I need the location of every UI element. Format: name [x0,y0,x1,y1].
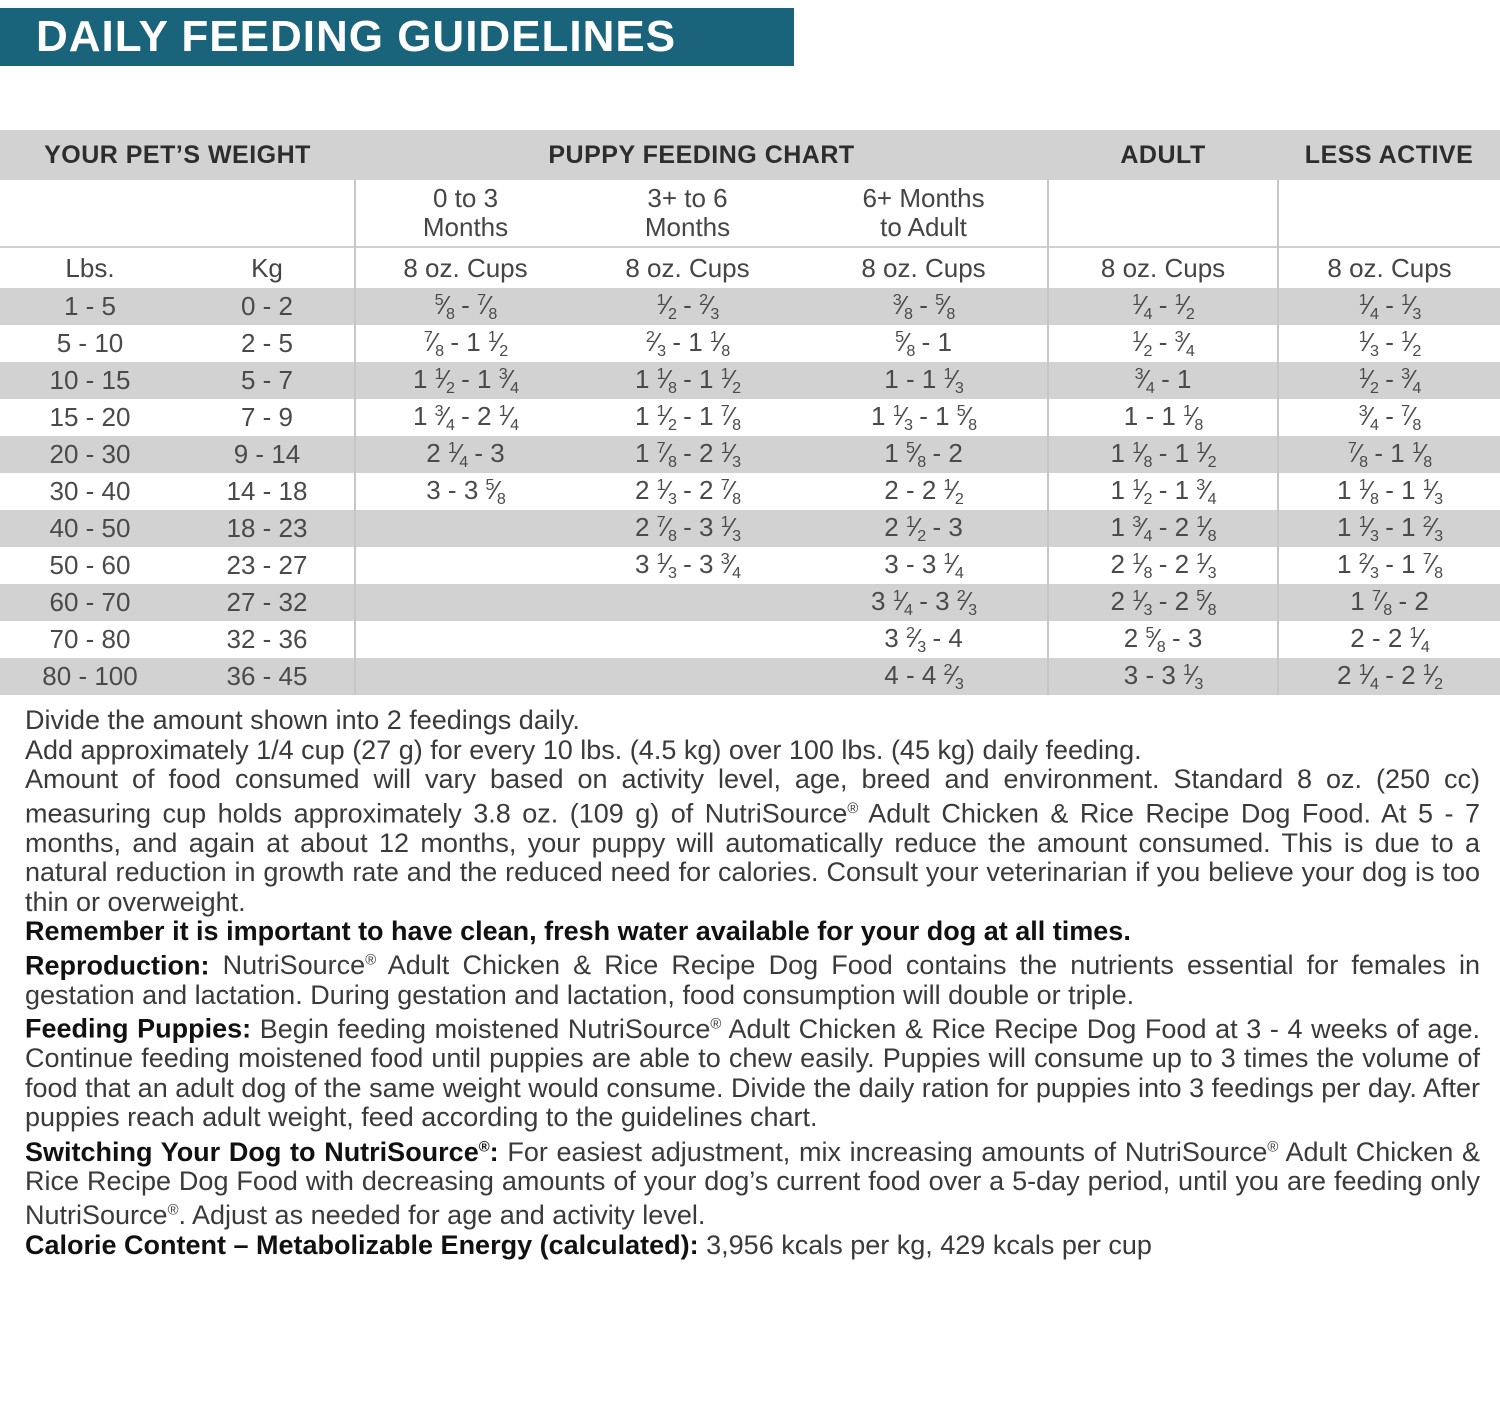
table-cell [355,584,575,621]
table-cell: $^3⁄_4 - 1$ [1048,362,1278,399]
table-cell [355,547,575,584]
months-3-6: 3+ to 6 Months [644,183,731,242]
section-text: 3,956 kcals per kg, 429 kcals per cup [706,1229,1152,1260]
section-label: Feeding Puppies: [25,1013,260,1044]
table-cell: $^7⁄_8 - 1$ $^1⁄_2$ [355,325,575,362]
table-cell: 1 $^1⁄_8 - 1$ $^1⁄_2$ [634,363,741,397]
header-less-active: LESS ACTIVE [1278,130,1500,180]
table-cell: $^7⁄_8 - 1$ $^1⁄_8$ [1278,436,1500,473]
section-text: Begin feeding moistened NutriSource® Adult Chicken & Rice Recipe Dog Food at 3 - 4 weeks of age. Continue feeding moistened food until puppies are able to chew easily. Puppies will consume up to 3 times the volume of food that an adult dog of the same weight would consume. Divide the daily ration for puppies into 3 feedings per day. After puppies reach adult weight, feed according to the guidelines chart. [25,1013,1480,1133]
table-cell: 2 $^5⁄_8 - 3$ [1048,621,1278,658]
table-cell [575,621,800,658]
unit-cups: 8 oz. Cups [1278,247,1500,288]
table-row [0,288,1500,325]
table-cell: $^5⁄_8 - 1$ [895,326,952,360]
body-copy [25,706,1480,1260]
section-label: Calorie Content – Metabolizable Energy (calculated): [25,1229,707,1260]
unit-lbs: Lbs. [0,247,180,288]
table-cell: 3 - 3 $^1⁄_4$ [884,548,963,582]
table-cell: 2 $^1⁄_3 - 2$ $^7⁄_8$ [634,474,741,508]
unit-cups: 8 oz. Cups [355,247,575,288]
section-switching [25,1133,1480,1231]
note-paragraph: Amount of food consumed will vary based on activity level, age, breed and environment. Standard 8 oz. (250 cc) measuring cup holds approximately 3.8 oz. (109 g) of NutriSource® Adult Chicken & Rice Recipe Dog Food. At 5 - 7 months, and again at about 12 months, your puppy will automatically reduce the amount consumed. This is due to a natural reduction in growth rate and the reduced need for calories. Consult your veterinarian if you believe your dog is too thin or overweight. [25,764,1480,917]
table-cell: 1 $^1⁄_8 - 1$ $^1⁄_3$ [1278,473,1500,510]
empty-cell [1278,180,1500,247]
table-cell: $^1⁄_2$ - $^3⁄_4$ [1278,362,1500,399]
table-cell: 3 $^2⁄_3 - 4$ [884,622,963,656]
unit-kg: Kg [180,247,355,288]
note-line: Add approximately 1/4 cup (27 g) for every 10 lbs. (4.5 kg) over 100 lbs. (45 kg) daily feeding. [25,734,1142,765]
table-cell: 1 - 1 $^1⁄_3$ [884,363,963,397]
table-cell: 1 $^1⁄_2 - 1$ $^3⁄_4$ [355,362,575,399]
table-cell: 15 - 20 [49,402,131,432]
table-cell: $^1⁄_4$ - $^1⁄_2$ [1048,288,1278,325]
unit-cups: 8 oz. Cups [800,247,1048,288]
table-cell [575,584,800,621]
table-cell: 27 - 32 [226,587,308,617]
table-months-row [0,180,1500,247]
table-cell: 18 - 23 [226,513,308,543]
table-row [0,436,1500,473]
table-cell: $^1⁄_2$ - $^2⁄_3$ [656,289,719,323]
table-cell: $^5⁄_8$ - $^7⁄_8$ [355,288,575,325]
table-cell: 2 - 2 $^1⁄_4$ [1278,621,1500,658]
empty-cell [180,180,355,247]
table-cell: $^3⁄_4$ - $^7⁄_8$ [1278,399,1500,436]
table-cell: 2 - 5 [240,328,294,358]
table-cell: 2 - 2 $^1⁄_2$ [884,474,963,508]
title-bar [0,8,794,66]
table-cell [355,510,575,547]
table-cell: 2 $^1⁄_4 - 3$ [355,436,575,473]
table-row [0,399,1500,436]
unit-cups: 8 oz. Cups [1048,247,1278,288]
section-label: Reproduction: [25,950,223,981]
table-cell: 1 $^5⁄_8 - 2$ [884,437,963,471]
table-cell: 1 $^3⁄_4 - 2$ $^1⁄_8$ [1048,510,1278,547]
table-cell: 1 $^7⁄_8 - 2$ [1278,584,1500,621]
table-cell: $^3⁄_8$ - $^5⁄_8$ [892,289,955,323]
table-cell: 3 $^1⁄_4 - 3$ $^2⁄_3$ [871,585,977,619]
table-cell: 4 - 4 $^2⁄_3$ [884,659,963,693]
months-0-3: 0 to 3 Months [355,180,575,247]
table-cell: 80 - 100 [42,661,138,691]
table-row [0,658,1500,695]
table-cell: 1 - 1 $^1⁄_8$ [1048,399,1278,436]
table-cell: 1 $^1⁄_8 - 1$ $^1⁄_2$ [1048,436,1278,473]
table-cell: $^1⁄_4$ - $^1⁄_3$ [1278,288,1500,325]
table-cell: 32 - 36 [226,624,308,654]
table-cell: 36 - 45 [226,661,308,691]
table-cell: 40 - 50 [49,513,131,543]
section-feeding-puppies [25,1010,1480,1133]
table-row [0,362,1500,399]
feeding-table-body [0,288,1500,695]
section-reproduction [25,947,1480,1011]
table-cell: 14 - 18 [226,476,308,506]
note-line: Divide the amount shown into 2 feedings daily. [25,705,580,735]
table-cell: 20 - 30 [49,439,131,469]
table-cell: 2 $^7⁄_8 - 3$ $^1⁄_3$ [634,511,741,545]
empty-cell [1048,180,1278,247]
table-cell: 23 - 27 [226,550,308,580]
table-cell [355,621,575,658]
table-cell: 1 $^1⁄_2 - 1$ $^3⁄_4$ [1048,473,1278,510]
table-cell: 9 - 14 [233,439,301,469]
table-units-row [0,247,1500,288]
feeding-table [0,130,1500,695]
table-cell: $^1⁄_2$ - $^3⁄_4$ [1048,325,1278,362]
table-cell: 3 - 3 $^5⁄_8$ [355,473,575,510]
table-cell: 30 - 40 [49,476,131,506]
table-cell: 1 $^2⁄_3 - 1$ $^7⁄_8$ [1278,547,1500,584]
table-cell: 1 $^7⁄_8 - 2$ $^1⁄_3$ [634,437,741,471]
header-pet-weight: YOUR PET’S WEIGHT [0,130,355,180]
table-cell [575,658,800,695]
table-cell: 1 - 5 [63,291,117,321]
table-row [0,510,1500,547]
table-row [0,584,1500,621]
header-puppy-chart: PUPPY FEEDING CHART [355,130,1048,180]
section-text: For easiest adjustment, mix increasing amounts of NutriSource® Adult Chicken & Rice Recipe Dog Food with decreasing amounts of your dog’s current food over a 5-day period, until you are feeding only NutriSource®. Adjust as needed for age and activity level. [25,1136,1480,1231]
table-row [0,473,1500,510]
table-cell: 3 - 3 $^1⁄_3$ [1048,658,1278,695]
table-row [0,621,1500,658]
section-label: Switching Your Dog to NutriSource®: [25,1136,508,1167]
table-cell: 2 $^1⁄_8 - 2$ $^1⁄_3$ [1048,547,1278,584]
empty-cell [0,180,180,247]
table-cell: $^2⁄_3 - 1$ $^1⁄_8$ [645,326,730,360]
water-reminder: Remember it is important to have clean, fresh water available for your dog at all times. [25,916,1131,947]
table-cell [355,658,575,695]
table-cell: 50 - 60 [49,550,131,580]
table-cell: 1 $^1⁄_2 - 1$ $^7⁄_8$ [634,400,741,434]
table-cell: 5 - 10 [56,328,124,358]
months-6-adult: 6+ Months to Adult [862,183,985,242]
section-calorie-content [25,1231,1480,1261]
table-cell: 5 - 7 [240,365,294,395]
table-cell: 7 - 9 [240,402,294,432]
header-adult: ADULT [1048,130,1278,180]
table-cell: 2 $^1⁄_4 - 2$ $^1⁄_2$ [1278,658,1500,695]
table-cell: 0 - 2 [240,291,294,321]
table-cell: 1 $^1⁄_3 - 1$ $^2⁄_3$ [1278,510,1500,547]
unit-cups: 8 oz. Cups [575,247,800,288]
page-title: DAILY FEEDING GUIDELINES [36,12,677,61]
table-group-header-row [0,130,1500,180]
table-cell: 70 - 80 [49,624,131,654]
table-cell: 10 - 15 [49,365,131,395]
table-cell: $^1⁄_3$ - $^1⁄_2$ [1278,325,1500,362]
table-row [0,547,1500,584]
table-cell: 2 $^1⁄_2 - 3$ [884,511,963,545]
table-cell: 1 $^1⁄_3 - 1$ $^5⁄_8$ [871,400,977,434]
table-row [0,325,1500,362]
table-cell: 2 $^1⁄_3 - 2$ $^5⁄_8$ [1048,584,1278,621]
table-cell: 60 - 70 [49,587,131,617]
section-text: NutriSource® Adult Chicken & Rice Recipe Dog Food contains the nutrients essential for females in gestation and lactation. During gestation and lactation, food consumption will double or triple. [25,950,1481,1010]
table-cell: 1 $^3⁄_4 - 2$ $^1⁄_4$ [355,399,575,436]
table-cell: 3 $^1⁄_3 - 3$ $^3⁄_4$ [634,548,741,582]
